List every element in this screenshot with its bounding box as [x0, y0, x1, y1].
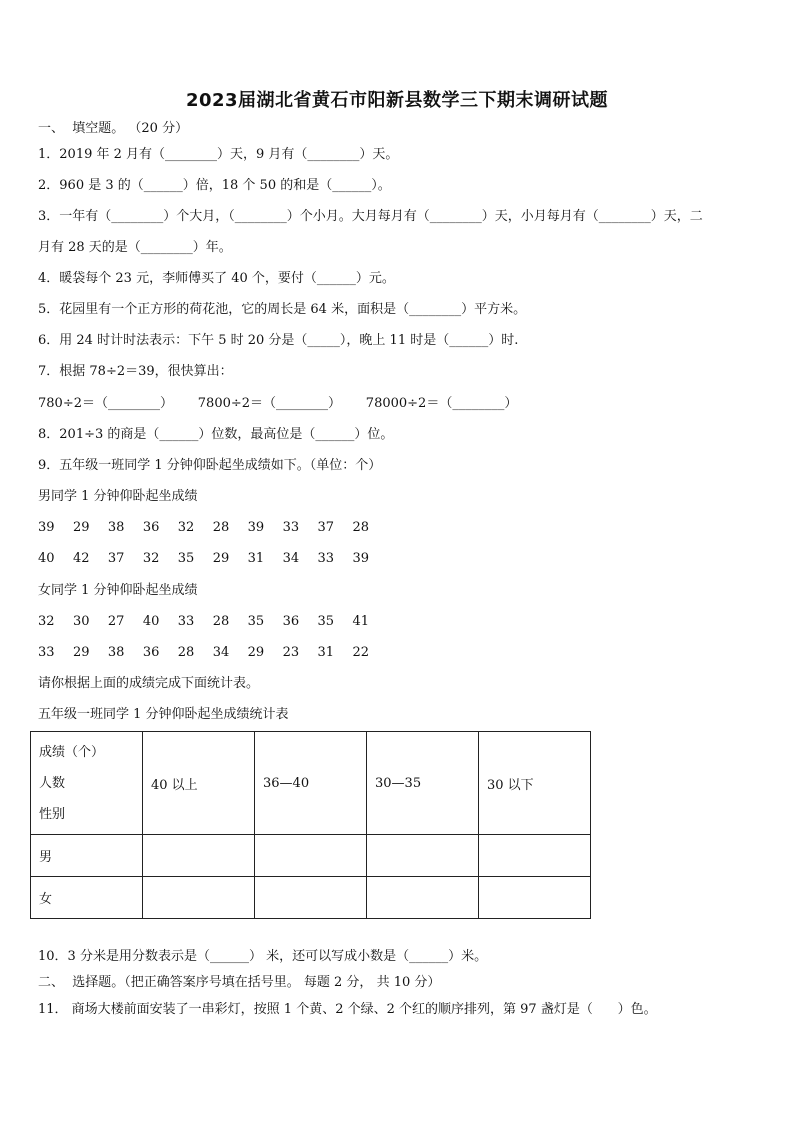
- question-8: 8．201÷3 的商是（______）位数，最高位是（______）位。: [38, 427, 394, 442]
- question-7: 7．根据 78÷2＝39，很快算出：: [38, 364, 233, 379]
- boys-scores-row-1: 39 29 38 36 32 28 39 33 37 28: [38, 520, 369, 535]
- column-header: 36—40: [255, 732, 367, 835]
- corner-label-count: 人数: [39, 775, 66, 791]
- boys-scores-label: 男同学 1 分钟仰卧起坐成绩: [38, 489, 198, 504]
- table-caption: 五年级一班同学 1 分钟仰卧起坐成绩统计表: [38, 707, 289, 722]
- row-label-male: 男: [31, 835, 143, 877]
- table-cell[interactable]: [255, 877, 367, 919]
- table-cell[interactable]: [143, 835, 255, 877]
- question-11: 11． 商场大楼前面安装了一串彩灯，按照 1 个黄、2 个绿、2 个红的顺序排列，第 97 盏灯是（ ）色。: [38, 1002, 657, 1017]
- question-3-cont: 月有 28 天的是（________）年。: [38, 240, 232, 255]
- column-header: 30—35: [367, 732, 479, 835]
- table-cell[interactable]: [367, 835, 479, 877]
- section-1-heading: 一、 填空题。 （20 分）: [38, 121, 189, 136]
- table-cell[interactable]: [255, 835, 367, 877]
- page-title: 2023届湖北省黄石市阳新县数学三下期末调研试题: [185, 90, 609, 111]
- girls-scores-row-1: 32 30 27 40 33 28 35 36 35 41: [38, 614, 369, 629]
- question-5: 5．花园里有一个正方形的荷花池，它的周长是 64 米，面积是（________）平方米。: [38, 302, 527, 317]
- statistics-table: [30, 731, 591, 919]
- girls-scores-row-2: 33 29 38 36 28 34 29 23 31 22: [38, 645, 369, 660]
- question-6: 6．用 24 时计时法表示：下午 5 时 20 分是（_____），晚上 11 时是（______）时.: [38, 333, 519, 348]
- question-9: 9．五年级一班同学 1 分钟仰卧起坐成绩如下。（单位：个）: [38, 458, 382, 473]
- table-corner-cell: [31, 732, 143, 835]
- row-label-female: 女: [31, 877, 143, 919]
- boys-scores-row-2: 40 42 37 32 35 29 31 34 33 39: [38, 551, 369, 566]
- corner-label-score: 成绩（个）: [39, 744, 105, 760]
- column-header: 40 以上: [143, 732, 255, 835]
- table-cell[interactable]: [367, 877, 479, 919]
- table-cell[interactable]: [143, 877, 255, 919]
- table-cell[interactable]: [479, 877, 591, 919]
- corner-label-gender: 性别: [39, 806, 66, 822]
- question-3: 3．一年有（________）个大月，（________）个小月。大月每月有（________）天，小月每月有（________）天，二: [38, 209, 703, 224]
- question-2: 2．960 是 3 的（______）倍，18 个 50 的和是（______）。: [38, 178, 391, 193]
- question-7-items: 780÷2＝（________） 7800÷2＝（________） 78000÷2＝（________）: [38, 396, 518, 411]
- girls-scores-label: 女同学 1 分钟仰卧起坐成绩: [38, 583, 198, 598]
- column-header: 30 以下: [479, 732, 591, 835]
- section-2-heading: 二、 选择题。（把正确答案序号填在括号里。 每题 2 分， 共 10 分）: [38, 975, 441, 990]
- table-instruction: 请你根据上面的成绩完成下面统计表。: [38, 676, 260, 691]
- question-10: 10．3 分米是用分数表示是（______） 米，还可以写成小数是（______）米。: [38, 949, 488, 964]
- question-1: 1．2019 年 2 月有（________）天，9 月有（________）天。: [38, 147, 399, 162]
- table-cell[interactable]: [479, 835, 591, 877]
- question-4: 4．暖袋每个 23 元，李师傅买了 40 个，要付（______）元。: [38, 271, 395, 286]
